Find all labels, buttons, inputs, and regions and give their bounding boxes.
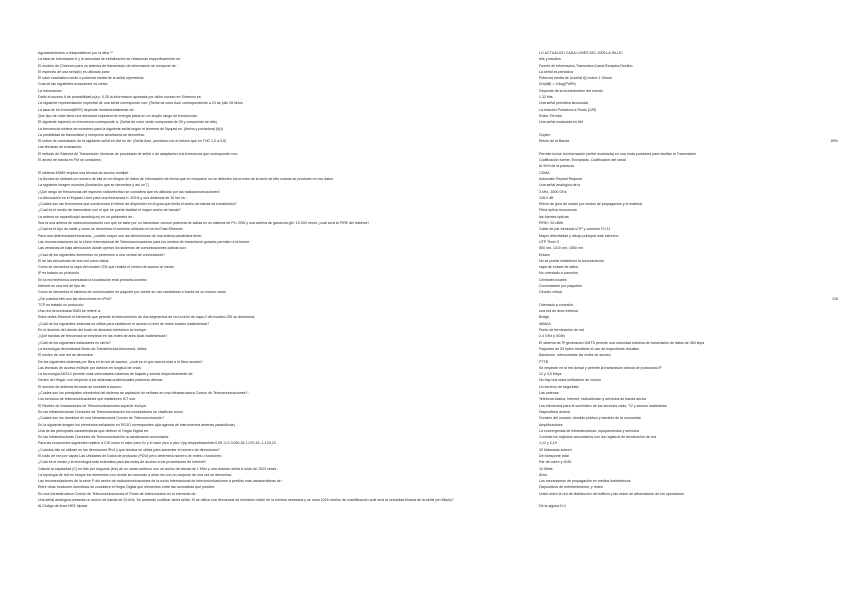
question-text: En las Infraestructuras Comunes de Telecomunicación la canalización secundaria:: [38, 435, 169, 440]
question-text: El núcleo de una red se denomina:: [38, 353, 94, 358]
question-text: En una Infraestructura Común de Telecomunicaciones el Punto de Interconexión es el elemento de :: [38, 491, 198, 496]
question-text: Dentro del Hogar, con respecto a los sistemas audiovisuales podemos afirmar:: [38, 378, 164, 383]
question-text: En la siguiente imagen los elementos señalados en ROJO corresponden a(la agenda de instrumentos antenas parabólicas): [38, 422, 235, 427]
answer-text: Conmutación por paquetes: [539, 283, 583, 288]
question-text: El servicio de antenas técnicas se considera acceso :: [38, 384, 124, 389]
answer-text: bits y baudios: [539, 57, 561, 62]
answer-text: Dm(dB) = 10log(Pd/Pn): [539, 82, 577, 87]
question-text: Las técnicas de acceso múltiple por división en longitud de onda:: [38, 365, 142, 370]
question-text: La frecuencia mínima de muestreo para la siguiente señal,según el teorema de Nyquist es: (flecha y portadora) (f)(t): [38, 126, 223, 131]
answer-text: Los mecanismos de propagación en medios inalámbricos: [539, 479, 631, 484]
answer-text: Se emplean en la red dorsal y permite la transmisión directa de protocolos IP: [539, 365, 662, 370]
answer-text: Dispositivos activos: [539, 409, 571, 414]
answer-text: Backbone, interconectar las redes de acceso: [539, 353, 611, 358]
question-text: TCP es tratado un protocolo:: [38, 302, 84, 307]
answer-text: 850 nm, 1310 nm, 1550 nm: [539, 246, 583, 251]
qa-row: [38, 503, 828, 509]
question-text: ¿Cuántos bits se utilizan en las direcciones IPv4 y qué técnica se utiliza para aumentar el número de direcciones?: [38, 447, 220, 452]
question-text: ¿Qué bandas de frecuencia se emplean en las redes de área local inalámbricas?: [38, 334, 168, 339]
question-text: En las Infraestructuras Comunes de Telecomunicación los moduladores se clasifican como:: [38, 409, 184, 414]
question-text: IP es tratado un protocolo: [38, 271, 80, 276]
question-text: Agradecimientos a chispodatever por la idea ^^: [38, 51, 114, 55]
answer-text: Paquetes de 53 bytes mediante el uso de trayectorias virtuales: [539, 346, 640, 351]
answer-text: Dúplex: [539, 132, 551, 137]
answer-text: una red de área extensa: [539, 309, 578, 314]
answer-text: Fibra óptica monomodo: [539, 208, 577, 213]
question-text: ¿Cuáles son los dominios de una Infraestructura Común de Telecomunicación?: [38, 416, 165, 421]
answer-text: Un servicio de seguridad: [539, 384, 579, 389]
answer-text: WiMAX: [539, 321, 551, 326]
question-text: Las recomendaciones de la Unión Internacional de Telecomunicaciones para los medios de transmisión guiados permiten a la fuente :: [38, 239, 252, 244]
question-text: La información: [38, 88, 62, 93]
question-text: ¿Cual es el tipo de cable y como se denomina el conector utilizado en la red Fast-Ethernet:: [38, 227, 184, 232]
answer-text: 2,4 GHz y 5GHz: [539, 334, 566, 339]
answer-text: 32 Máscaras subred: [539, 447, 572, 452]
question-text: Sea la una antena de radiocomunicación con que se sabe por un transmisor conoce potencia de salida en un sistema de Pt= 20W y una antena de ganancia g5= 10.000 veces ¿cuál será la PIRE del sistema?: [38, 221, 370, 226]
answer-text: 128,0 dB: [539, 195, 554, 200]
quiz-sheet: [38, 50, 838, 510]
question-text: ¿Cuáles son las fenómenos que condicionan el efecto de dispersión en la guía,que limita el ancho de banda de transmisión?: [38, 202, 237, 207]
extra-value: 128: [832, 296, 838, 301]
question-text: El ancho de banda en FM se considera:: [38, 158, 102, 163]
answer-text: las fuentes ópticas: [539, 214, 569, 219]
answer-text: De la alguna D-V: [539, 504, 567, 509]
question-text: La tasa de información fi y la velocidad de señalización se relacionan específicamente en:: [38, 57, 182, 62]
question-text: En el dominio del cliente del bucle de abonado telefónico se incluye:: [38, 328, 147, 333]
question-text: ¿Cuál de los siguientes estándares es cierto?: [38, 340, 111, 345]
question-text: Los servicios de telecomunicaciones que establecen ICT son:: [38, 397, 137, 402]
answer-text: La convergencia de infraestructuras ,equipamientos y servicios: [539, 428, 640, 433]
question-text: ¿Qué rango de frecuencias del espectro radioeléctrico se considera que es utilizado por las radiocomunicaciones?: [38, 189, 221, 194]
question-text: ¿Cuáles son los principales elementos del sistema de captación de señales en una Infraestructura Común de Telecomunicaciones? :: [38, 391, 250, 396]
answer-text: Unión entre la red de distribución del edificio y las redes de alimentación de los operadores: [539, 491, 685, 496]
answer-text: Amplificadores: [539, 422, 563, 427]
question-text: La siguiente representación espectral de una señal corresponde con: (Señal de color Azul correspondiente a 24 de julio 26 libros: [38, 101, 243, 106]
answer-text: Los elementos para el suministro de los servicios radio, TV y acceso inalámbrico: [539, 403, 668, 408]
answer-text: 1,12 y 2,19: [539, 441, 557, 446]
answer-text: Orientado a conexión: [539, 302, 574, 307]
question-text: El ruido de red por capas Las Unidades de Datos de protocolo (PDU) pero determina número de redes o funciones:: [38, 454, 222, 458]
question-text: La Atenuación en el Espacio Libre para una frecuencia f= 2GHz y una distancia de 30 km es :: [38, 195, 187, 200]
question-text: Una señal analógica presenta un ancho de banda de 20 kHz. Se pretende codificar dicha señal. Si se utiliza una frecuencia de muestreo doble de la mínima necesaria y se usan 1024 niveles de cuantificación cuál será la velocidad binaria de la señal (en Mbps)?: [38, 498, 454, 503]
answer-text: Efecto de la Banda: [539, 139, 570, 144]
question-text: La tecnología denominada Modo de Transferencia Asíncrona, utiliza:: [38, 346, 148, 351]
question-text: Para las ecuaciones siguientes relativo a CIS como el valor para Xv y el valor pico a pico Vpp respectivamente:0,05 -0,2-0,050,38 1,070,16 -1,120,23: [38, 441, 276, 446]
answer-text: Centrales locales: [539, 277, 567, 282]
answer-text: Codificación fuente, Encriptado, Codificación del canal: [539, 158, 626, 163]
answer-text: 10 Mbits: [539, 466, 553, 471]
answer-text: Potencia media de la señal f(t) sobre 1 Ohmio: [539, 76, 613, 81]
answer-text: Efecto de guía de ondas por modos de propagación y el material: [539, 202, 643, 207]
answer-text: Dispositivos de entretenimiento, y redes: [539, 485, 603, 490]
answer-text: No orientado a conexión: [539, 271, 578, 276]
answer-text: Una señal modulada en AM: [539, 120, 584, 125]
question-text: La siguiente imagen muestra (Ilustración que se denomina y así un T): [38, 183, 150, 188]
answer-text: Depende de la incertidumbre del evento: [539, 88, 603, 93]
question-text: Para una determinada frecuencia, ¿cuánto mayor son las dimensiones de una antena parabólica tiene:: [38, 233, 203, 238]
question-text: Una de las principales características que definen el Hogar Digital es:: [38, 428, 149, 433]
answer-text: La señal es periódica: [539, 69, 573, 74]
question-text: ¿Cuál es el medio y la tecnología más extendida para las redes de acceso a los proveedores de Internet?: [38, 460, 207, 465]
answer-text: PIRE= 53 dBW: [539, 221, 564, 226]
question-text: Cual de las siguientes ecuaciones es cierta:: [38, 82, 108, 87]
question-text: Una red denominada WAN se refiere a:: [38, 309, 101, 314]
question-text: La topología de red en bloque los elementos con donde se conectan a otras los con un conjunto de una red se denomina:: [38, 472, 232, 477]
question-text: ¿Cuál de los siguientes sistemas se utiliza para establecer el acceso a nivel de redes locales inalámbricas?: [38, 321, 210, 326]
question-text: El Recinto de Instalaciones de Telecomunicaciones superior incluye:: [38, 403, 147, 408]
answer-text: Cable de par trenzado UTP y conector RJ 11: [539, 227, 611, 232]
question-text: Internet es una red de tipo de:: [38, 283, 86, 288]
answer-text: Las antenas: [539, 391, 559, 396]
answer-text: 3 kHz- 3000 GHz: [539, 189, 567, 194]
answer-text: FTTB: [539, 359, 548, 364]
answer-text: Automatic Repeat Request: [539, 176, 582, 181]
question-text: La antena se especifica(el tamaño(cm) en un parámetro de :: [38, 214, 135, 219]
question-text: Dado el suceso A de probabilidad p(a)= 0.25 la información aportada por dicho suceso en Shannon es:: [38, 95, 202, 100]
question-text: ¿Cuál es el medio de transmisión con el que se puede facilitar el mayor ancho de banda?: [38, 208, 181, 213]
question-text: Como se denomina la capa del modelo OSI que realiza el control de acceso al medio:: [38, 265, 175, 270]
question-text: El de las estructuras de una red como datos:: [38, 258, 110, 263]
answer-text: Una señal periódica sinusoidal: [539, 101, 588, 106]
question-text: Las recomendaciones de la serie P del sector de radiocomunicaciones de la unión internacional de telecomunicaciones a perdido más características de :: [38, 479, 283, 484]
answer-text: Enlace: [539, 252, 550, 257]
question-text: Que tipo de ruido tiene una densidad espectral de energía plana en un amplio rango de frecuencias:: [38, 113, 198, 118]
question-text: El valor cuadrático medio o potencia media de la señal representa:: [38, 76, 145, 81]
question-text: Como se denomina el sistema de comunicación en paquete por donde se van cambiando a través de un mismo canal: [38, 290, 226, 295]
answer-text: Conecta los registros secundarios con los registros de terminación de red: [539, 435, 657, 440]
question-text: Al Código de línea NRZ bipolar: [38, 504, 88, 509]
answer-text: No hay una clara unificación de común: [539, 378, 601, 383]
answer-text: De transporte total: [539, 454, 569, 458]
question-text: El modelo de Channon para un sistema de transmisión de información se compone de :: [38, 63, 178, 68]
answer-text: Árbol: [539, 472, 548, 477]
answer-text: Bridge: [539, 315, 550, 320]
question-text: Entre redes Ethernet el elemento que permite la interconexión de dos segmentos de red a nivel de capa 2 del modelo OSI se denomina:: [38, 315, 255, 320]
extra-value: 80%: [830, 139, 838, 144]
answer-text: Una señal analógica de la: [539, 183, 581, 188]
question-text: Calcule la capacidad (C) en bits por segundo (b/s) de un canal continuo con un ancho de banda de 1 MHz y una relación señal a ruido de 1023 veces :: [38, 466, 279, 471]
answer-text: Ruido Térmico: [539, 113, 563, 118]
question-text: El espectro de una señal(x) es utilizado para:: [38, 69, 110, 74]
answer-text: Fuente de Información,Transmisor,Canal,Receptor,Destino: [539, 63, 633, 68]
question-text: La tecnología ADSL2 permite unas velocidades máximas de bajada y subida respectivamente de:: [38, 372, 194, 377]
answer-text: 1.32 bits: [539, 95, 553, 100]
question-text: Las técnicas de evaluación:: [38, 145, 83, 150]
answer-text: Al 90% de la potencia: [539, 164, 574, 169]
answer-text: capa de enlace de datos: [539, 265, 579, 270]
question-text: El siguiente espectro en frecuencia corresponde a: (Señal de color verde compuesta de 25 y compuesto de bits): [38, 120, 217, 125]
question-text: La tasa de bit errónea(BER) depende fundamentalmente de:: [38, 107, 135, 112]
answer-text: 12 y 3,5 Mbps: [539, 372, 562, 377]
answer-text: Punto de terminación de red: [539, 328, 585, 333]
answer-text: Par de cobre y xDSL: [539, 460, 573, 465]
answer-text: Dominio del usuario, dominio público y dominio de la comunidad: [539, 416, 642, 421]
answer-text: Telefonía básica, Internet, radiodifusión y servicios de banda ancha: [539, 397, 647, 402]
answer-text: UTP Tevel G: [539, 239, 560, 244]
question-text: En la red telefónica conmutada la localización está primaria conecta :: [38, 277, 149, 282]
question-text: ¿Cual de los siguientes elementos no pertenece a una central de conmutación?: [38, 252, 166, 257]
question-text: El sistema MIMO emplea una técnica de acceso múltiple :: [38, 170, 131, 175]
answer-text: Mayor directividad y dibujo principal más estrecho: [539, 233, 619, 238]
answer-text: La relación Portadora a Ruido (C/R): [539, 107, 597, 112]
question-text: La posibilidad de transmisión y recepción simultanea se denomina:: [38, 132, 145, 137]
question-text: El método de Sistema de Transmisión, técnicas de procesado de señal o de adaptación a la frecuencia que corresponde con:: [38, 151, 238, 156]
question-text: Las ventanas de baja atenuación donde operan los sistemas de comunicaciones ópticas son:: [38, 246, 187, 251]
answer-text: LO ACTUALIZO CADA LUNES DEL 2009 LA HILLE!: [539, 51, 623, 55]
answer-text: CDMA: [539, 170, 550, 175]
question-text: La técnica se utilizará un número de bits en un bloque de datos de información de forma que en recepción no se detecten los errores de la serie de bits cuando se producen en los datos: [38, 176, 333, 181]
question-text: El índice de modulación de la siguiente señal en AM es de: (Señal Azul, periódica con el mismo que en TNC 1,0 a 0,6): [38, 139, 227, 144]
answer-text: Permite incluir la información (señal modulada) en una onda portadora para facilitar la Transmisión: [539, 151, 697, 156]
answer-text: Circuito virtual: [539, 290, 562, 295]
question-text: ¿De cuántos bits son las direcciones en IPv6?: [38, 296, 112, 301]
question-text: Entre otras funciones domóticas se considera el Hogar Digital que elementos entre las normativas que pueden:: [38, 485, 216, 490]
question-text: De los siguientes sistemas por fibra en la red de acceso, ¿cuál es el que acerca más a la fibra usuario?: [38, 359, 203, 364]
answer-text: No se puede establecer la comunicación: [539, 258, 604, 263]
answer-text: El sistema de 3ª generación UMTS permite una velocidad máxima de transmisión de datos de 384 kbps: [539, 340, 705, 345]
